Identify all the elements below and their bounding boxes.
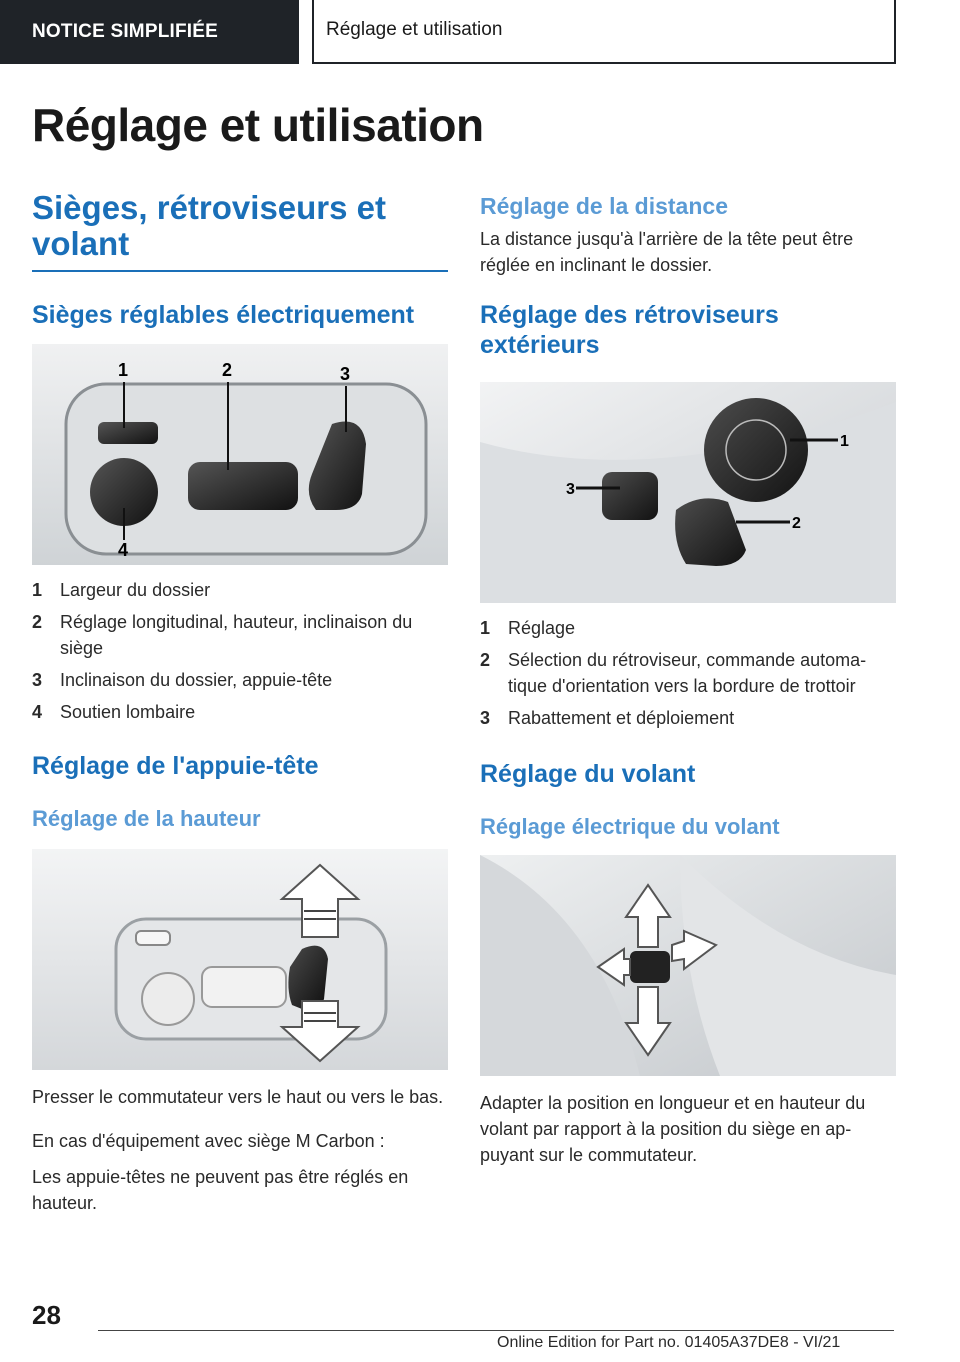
distance-text: La distance jusqu'à l'arrière de la tête peut être réglée en inclinant le dossier.	[480, 229, 854, 275]
headrest-m-carbon-detail: Les appuie-têtes ne peuvent pas être réglés en hauteur.	[32, 1167, 409, 1213]
mirror-callout-3: 3	[566, 481, 575, 498]
page-title: Réglage et utilisation	[32, 99, 484, 151]
mirror-legend	[480, 615, 896, 731]
section-heading-wrap	[32, 190, 448, 272]
legend-num: 2	[32, 612, 43, 632]
mirror-callout-1: 1	[840, 433, 849, 450]
legend-num: 4	[32, 702, 43, 722]
headrest-height-heading: Réglage de la hauteur	[32, 806, 261, 831]
steering-electric-heading: Réglage électrique du volant	[480, 814, 780, 839]
legend-text: Réglage longitudinal, hauteur, inclinaison du siège	[60, 612, 413, 658]
legend-text: Largeur du dossier	[60, 580, 211, 600]
legend-item	[480, 647, 896, 699]
section-heading: Sièges, rétroviseurs et volant	[32, 189, 387, 262]
legend-item	[32, 667, 448, 693]
seat-callout-3: 3	[340, 364, 351, 384]
steering-switch-illustration	[480, 855, 896, 1076]
page-number: 28	[32, 1300, 61, 1330]
seat-legend	[32, 577, 448, 725]
left-column	[32, 190, 448, 1216]
footer-edition: Online Edition for Part no. 01405A37DE8 - VI/21	[497, 1334, 841, 1351]
headrest-heading: Réglage de l'appuie-tête	[32, 752, 319, 780]
seats-heading: Sièges réglables électriquement	[32, 301, 415, 329]
legend-text: Réglage	[508, 618, 576, 638]
seat-callout-4: 4	[118, 540, 129, 560]
legend-text: Sélection du rétroviseur, commande automa-tique d'orientation vers la bordure de trottoir	[508, 650, 867, 696]
steering-figure	[480, 855, 896, 1076]
legend-num: 1	[32, 580, 43, 600]
right-column	[480, 192, 896, 1168]
seat-callout-2: 2	[222, 360, 233, 380]
legend-item	[32, 577, 448, 603]
legend-num: 1	[480, 618, 491, 638]
legend-num: 3	[32, 670, 43, 690]
legend-text: Inclinaison du dossier, appuie-tête	[60, 670, 333, 690]
header-section-tab: NOTICE SIMPLIFIÉE	[0, 0, 299, 64]
header-chapter-tab: Réglage et utilisation	[312, 0, 896, 64]
seat-controls-figure	[32, 344, 448, 565]
headrest-figure	[32, 849, 448, 1070]
seat-controls-illustration	[32, 344, 448, 565]
steering-text: Adapter la position en longueur et en hauteur du volant par rapport à la position du siège en ap-puyant sur le commutateur.	[480, 1093, 866, 1165]
mirror-controls-illustration	[480, 382, 896, 603]
legend-item	[32, 609, 448, 661]
headrest-instruction: Presser le commutateur vers le haut ou vers le bas.	[32, 1087, 444, 1107]
legend-text: Rabattement et déploiement	[508, 708, 735, 728]
legend-item	[480, 705, 896, 731]
legend-num: 2	[480, 650, 491, 670]
legend-item	[32, 699, 448, 725]
mirrors-heading: Réglage des rétroviseurs extérieurs	[480, 301, 779, 359]
legend-item	[480, 615, 896, 641]
mirror-callout-2: 2	[792, 515, 801, 532]
legend-num: 3	[480, 708, 491, 728]
footer-divider	[98, 1330, 894, 1331]
headrest-m-carbon-note: En cas d'équipement avec siège M Carbon :	[32, 1131, 385, 1151]
mirror-controls-figure	[480, 382, 896, 603]
legend-text: Soutien lombaire	[60, 702, 196, 722]
distance-heading: Réglage de la distance	[480, 193, 728, 219]
steering-heading: Réglage du volant	[480, 760, 696, 788]
seat-callout-1: 1	[118, 360, 129, 380]
headrest-switch-illustration	[32, 849, 448, 1070]
